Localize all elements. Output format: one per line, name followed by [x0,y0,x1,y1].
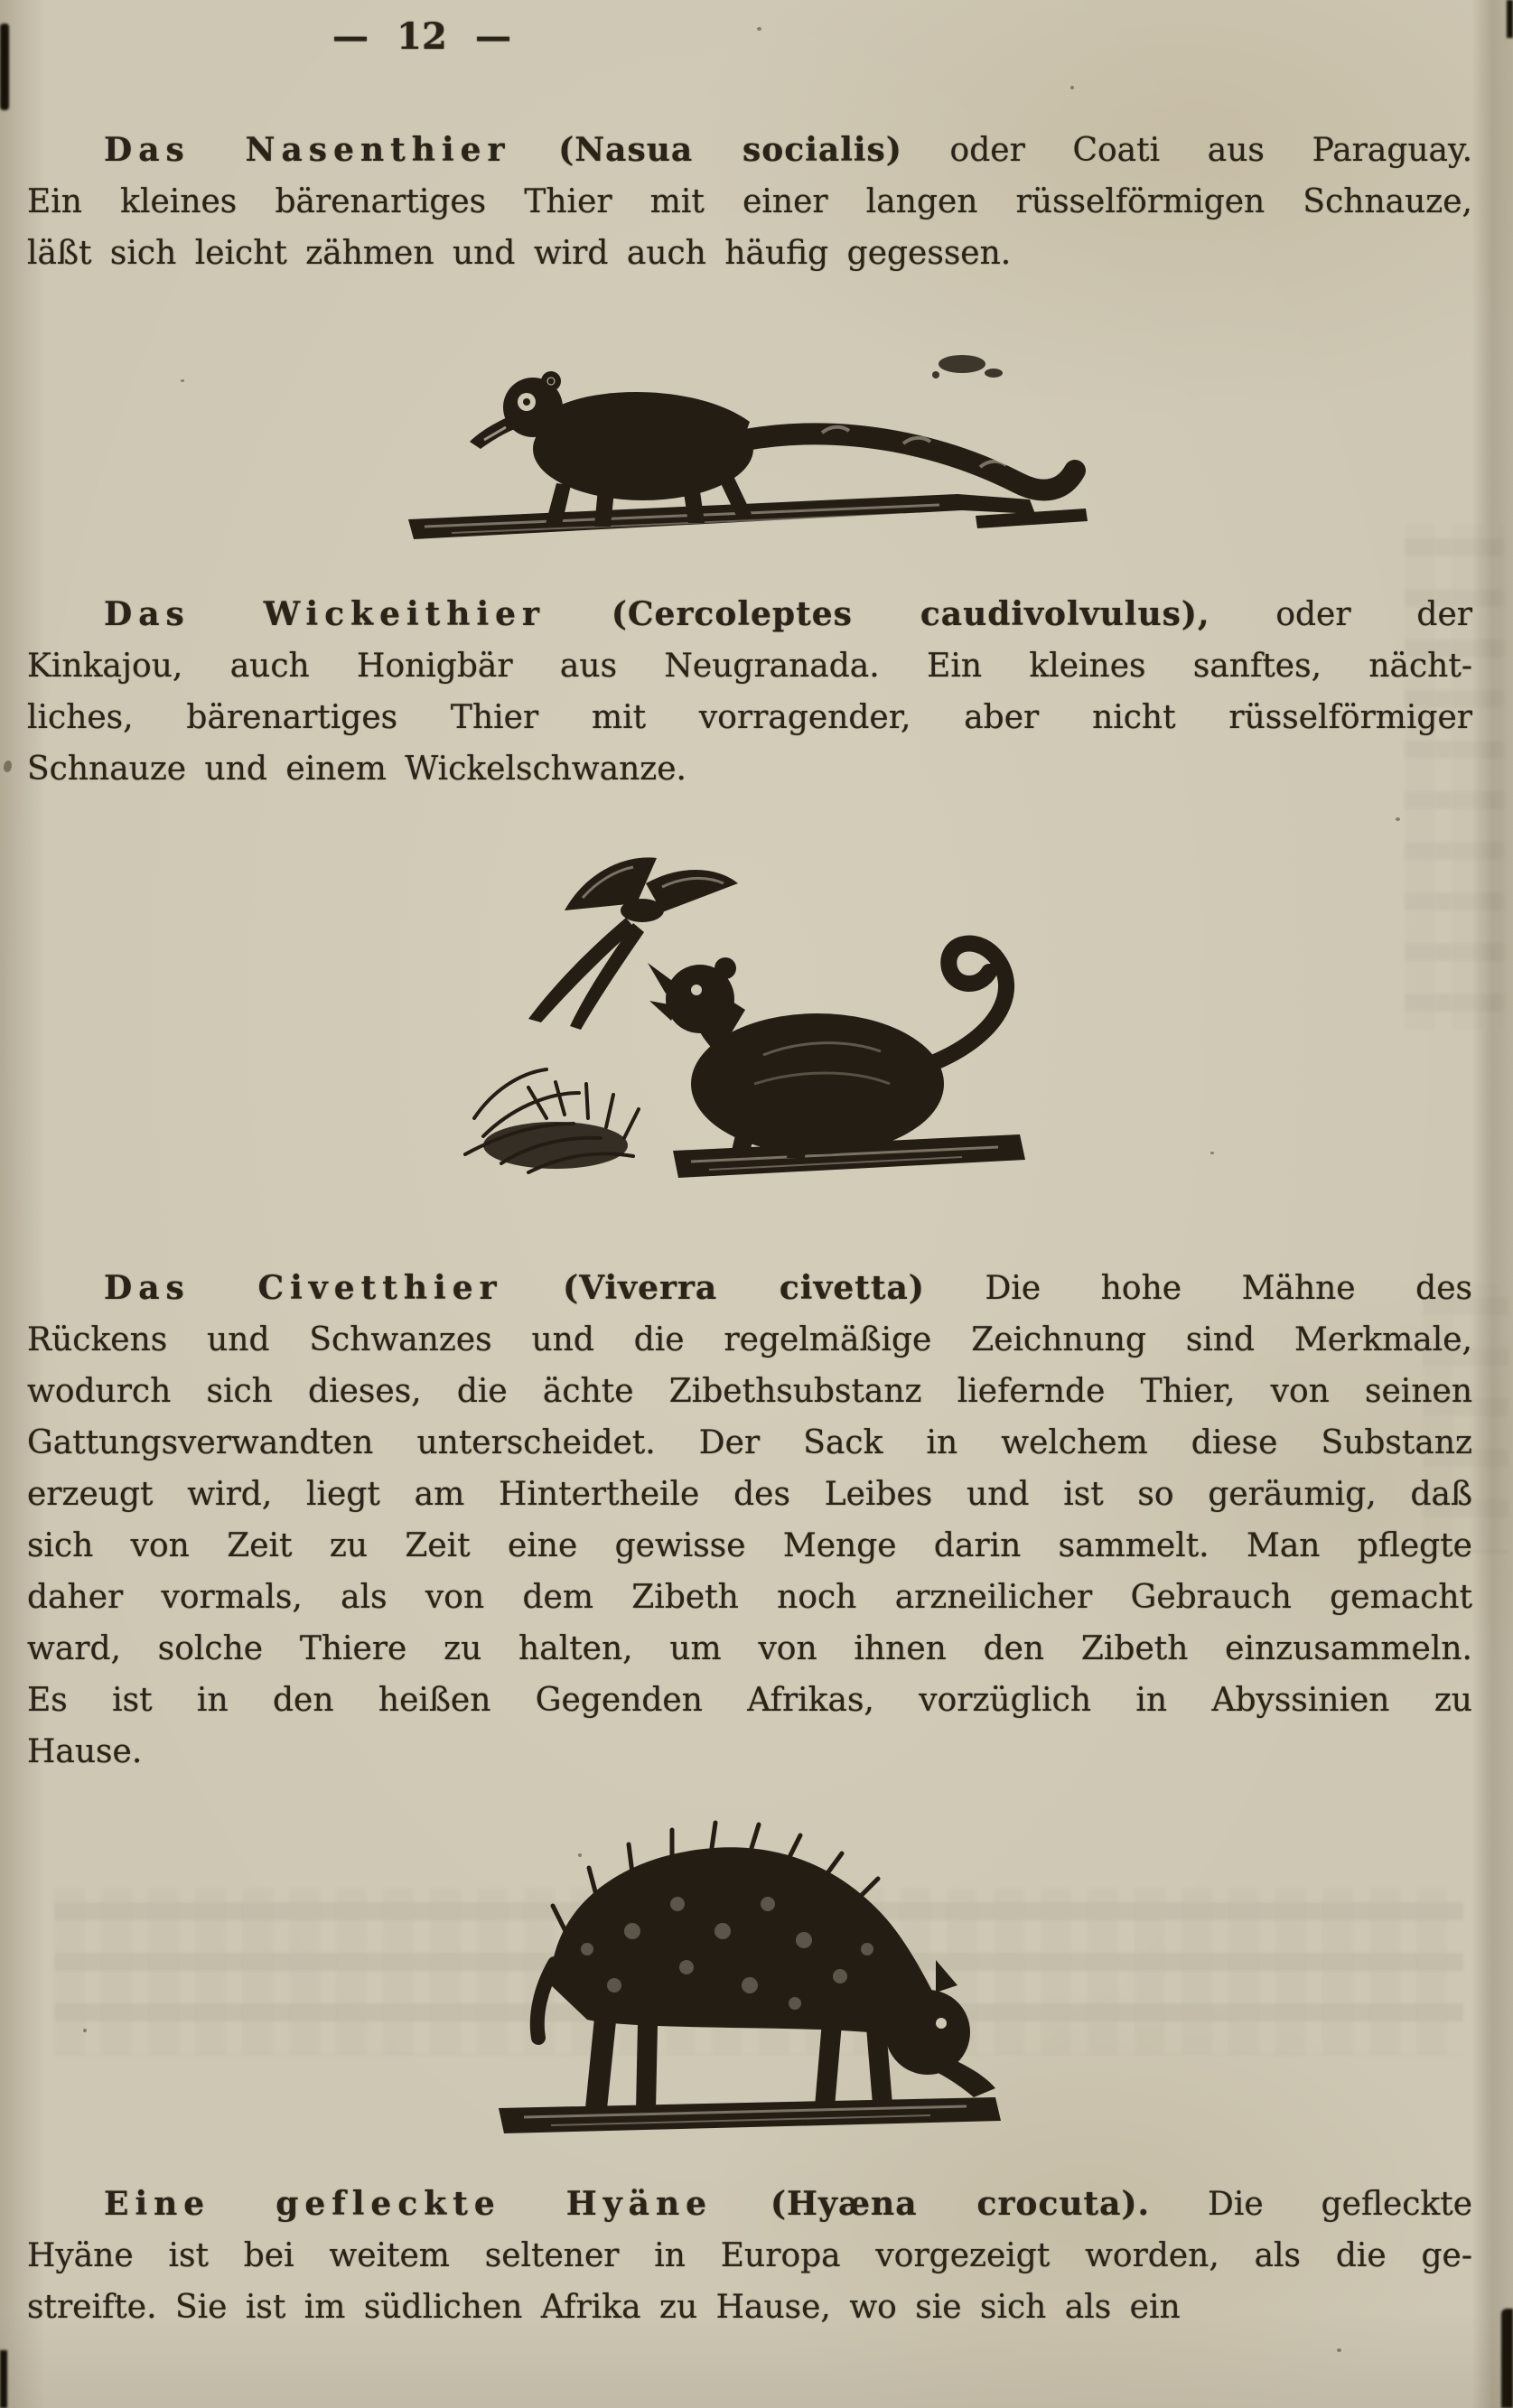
animal-name-german: Eine gefleckte Hyäne [104,2185,714,2223]
paragraph-head-line [27,2179,1472,2230]
body-text-line: Hause. [27,1733,143,1770]
body-text-line: Ein kleines bärenartiges Thier mit einer langen rüsselförmigen Schnauze, [27,183,1472,220]
body-text-line: erzeugt wird, liegt am Hintertheile des Leibes und ist so geräumig, daß [27,1476,1472,1513]
body-text-line: Rückens und Schwanzes und die regelmäßige Zeichnung sind Merkmale, [27,1321,1472,1358]
paragraph-head-line [27,125,1472,176]
margin-ink-fleck [4,761,12,772]
ink-blot [932,355,1003,378]
kinkajou-woodcut-drawing [420,847,1070,1210]
coati-woodcut-drawing [397,339,1093,581]
scan-edge-artifact [1501,2309,1513,2408]
page-number-dash-left: — [332,14,369,58]
paper-speck [181,379,184,382]
coati-illustration [397,339,1093,581]
paper-speck [1337,2348,1341,2352]
paper-speck [757,27,761,31]
species-latin-name: (Hyæna crocuta). [770,2185,1151,2223]
body-text-line: Gattungsverwandten unterscheidet. Der Sack in welchem diese Substanz [27,1424,1472,1461]
paragraph-nasenthier [27,125,1472,279]
paper-speck [83,2029,87,2032]
head-line-rest: Die gefleckte [1208,2186,1473,2223]
animal-name-german: Das Wickeithier [104,595,546,633]
animal-name-german: Das Nasenthier [104,131,511,169]
paper-speck [1210,1152,1214,1154]
paragraph-head-line [27,589,1472,640]
body-text-line: liches, bärenartiges Thier mit vorragender, aber nicht rüsselförmiger [27,699,1472,736]
species-latin-name: (Nasua socialis) [558,131,902,169]
head-line-rest: Die hohe Mähne des [985,1270,1472,1307]
paragraph-head-line [27,1263,1472,1314]
hyena-woodcut-drawing [479,1796,1021,2164]
page-number-dash-right: — [474,14,511,58]
page-crease [1472,0,1513,2408]
paper-speck [1396,817,1400,821]
body-text-line: läßt sich leicht zähmen und wird auch häufig gegessen. [27,235,1012,272]
body-text-line: Kinkajou, auch Honigbär aus Neugranada. Ein kleines sanftes, nächt- [27,648,1472,685]
species-latin-name: (Cercoleptes caudivolvulus), [611,595,1210,633]
hyena-illustration [479,1796,1021,2164]
body-text-line: streifte. Sie ist im südlichen Afrika zu Hause, wo sie sich als ein [27,2289,1181,2326]
scan-edge-artifact [1507,0,1513,38]
head-line-rest: oder der [1275,596,1472,633]
body-text-line: Schnauze und einem Wickelschwanze. [27,751,686,788]
body-text-line: wodurch sich dieses, die ächte Zibethsubstanz liefernde Thier, von seinen [27,1373,1472,1410]
animal-name-german: Das Civetthier [104,1269,503,1307]
paragraph-wickelthier [27,589,1472,795]
paper-speck [1070,86,1074,89]
kinkajou-illustration [420,847,1070,1210]
body-text-line: Hyäne ist bei weitem seltener in Europa vorgezeigt worden, als die ge- [27,2237,1472,2274]
page-number: 12 [397,14,447,58]
body-text-line: sich von Zeit zu Zeit eine gewisse Menge darin sammelt. Man pflegte [27,1527,1472,1564]
page-header [332,9,511,63]
paragraph-hyaene [27,2179,1472,2333]
head-line-rest: oder Coati aus Paraguay. [949,132,1473,169]
scan-edge-artifact [0,23,9,110]
kinkajou-figure [648,943,1006,1158]
scan-edge-artifact [0,2350,7,2408]
paragraph-civetthier [27,1263,1472,1778]
body-text-line: daher vormals, als von dem Zibeth noch arzneilicher Gebrauch gemacht [27,1579,1472,1616]
body-text-line: Es ist in den heißen Gegenden Afrikas, vorzüglich in Abyssinien zu [27,1682,1472,1719]
species-latin-name: (Viverra civetta) [563,1269,925,1307]
body-text-line: ward, solche Thiere zu halten, um von ihnen den Zibeth einzusammeln. [27,1630,1472,1667]
